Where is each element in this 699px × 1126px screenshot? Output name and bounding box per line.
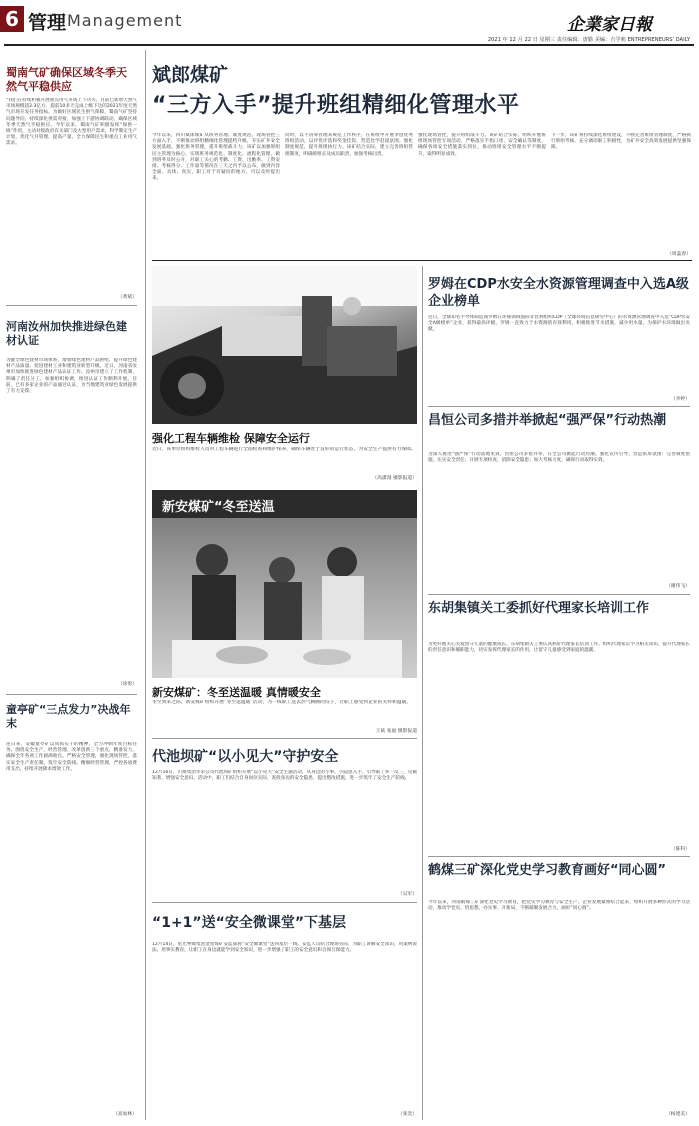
photo-caption-title: 新安煤矿：冬至送温暖 真情暖安全 — [152, 686, 321, 699]
article-body: “我们在持续积极开展重点用气市场上下功夫，目前已新增天然气市场规模超2.3亿方，提前10多天完成上级下达的2021年度天然气市场开发任务指标。为做好区域民生供气保障，蜀南气矿坚持问题导向，持续深化供需对接，加强上下游协调联动，确保区域冬季天然气平稳供应。今年以来，蜀南气矿积极发挥“保供一线”作用，主动对接政府有关部门及大型用户需求，科学制定生产计划，优化气井管理，提高产量，全力保障民生和重点工业用气需求。 — [6, 98, 137, 147]
article-headline: 鹤煤三矿深化党史学习教育画好“同心圆” — [428, 863, 667, 878]
article-byline: （谢伟飞） — [666, 584, 690, 589]
article-divider — [6, 694, 137, 695]
masthead-info: 2021 年 12 月 22 日 星期三 责任编辑：唐勤 美编：吉学莉 ENTREPRENEURS' DAILY — [487, 37, 690, 43]
article-headline: 罗姆在CDP水安全水资源管理调查中入选A级企业榜单 — [428, 277, 689, 309]
article-body: 为健全绿色建材市场体系，增加绿色建材产品供给，提升绿色建材产品质量，促进建材工业和建筑业转型升级。近日，河南省汝州市加快推进绿色建材产品认证工作。汝州市建立了工作机制，明确了责任分工，加强组织协调，推进认证工作顺利开展。目前，已有多家企业的产品通过认证，为当地建筑业绿色发展提供了有力支撑。 — [6, 358, 137, 395]
article-divider — [428, 594, 690, 595]
article-byline: （黄斌） — [117, 295, 137, 300]
article-headline: 河南汝州加快推进绿色建材认证 — [6, 320, 127, 347]
article-byline: （张奕） — [397, 1112, 417, 1117]
article-body: 今年以来，河南鹤煤三矿深化党史学习教育，把党史学习教育与安全生产、企业发展紧密结合起来，组织开展多种形式的学习活动，推动学党史、悟思想、办实事、开新局，不断凝聚发展合力，画好“同心圆”。 — [428, 900, 690, 912]
photo-caption-body: 冬至到来之际，新安煤矿组织开展“冬至送温暖”活动，为一线职工送去热气腾腾的饺子，让职工感受到企业的关怀和温暖。 — [152, 700, 412, 705]
lead-byline: （周蕊春） — [667, 252, 691, 257]
lead-headline: “三方入手”提升班组精细化管理水平 — [152, 93, 520, 118]
photo-caption-title: 强化工程车辆维检 保障安全运行 — [152, 432, 310, 445]
article-headline: 代池坝矿“以小见大”守护安全 — [152, 749, 339, 765]
photo-vehicle-maintenance — [152, 266, 417, 424]
lead-body-col1: 今年以来，四川斌郎煤矿从班务管理、制度规范、现场管控三方面入手，不断推动班组精细化管理提档升级，夯实矿井安全发展基础。强化班务管理，提升班组战斗力。该矿以加强班组民主管理为核心，实现班务规范化、制度化、流程化管理，做到班务及时公开，对职工关心的考勤、工资、出勤率、工资安排、考核得分、工作量等情况在三天之内予以公布，做到内容全面、具体、真实，职工对于有疑问的地方，可以及时提出来。 — [152, 133, 280, 182]
article-headline: 东胡集镇关工委抓好代理家长培训工作 — [428, 601, 650, 616]
article-byline: （陈科） — [670, 847, 690, 852]
article-byline: （徐勇） — [117, 682, 137, 687]
article-byline: （杨建美） — [666, 1112, 690, 1117]
photo-winter-solstice — [152, 490, 417, 678]
article-headline: 昌恒公司多措并举掀起“强严保”行动热潮 — [428, 413, 667, 428]
article-divider — [428, 856, 690, 857]
lead-kicker: 斌郎煤矿 — [152, 64, 229, 86]
article-byline: （高加林） — [113, 1112, 137, 1117]
lead-body-col4: 下一步，该矿将持续深化班组建设，不断完善班组管理制度，严格执行班组考核，充分调动职工积极性，为矿井安全高效发展提供坚强保障。 — [551, 133, 691, 151]
column-divider — [422, 266, 423, 1120]
photo-caption-body: 近日，该单位组织维检人员对工程车辆进行全面检查和维护保养，确保车辆处于良好的运行状态，为安全生产提供有力保障。 — [152, 447, 416, 452]
article-body: 12月14日，星光粤煤集团金星煤矿安监部将“安全微课堂”送到基层一线。安监人员结合现场实际，为职工讲解安全知识，用案例说法，用事实教育，让职工在身边就能学到安全知识，进一步增强了职工的安全意识和自保互保能力。 — [152, 942, 417, 954]
masthead-rule — [4, 44, 694, 46]
article-body: 为深入推进“强严保”行动落地见效，昌恒公司多措并举，在全公司掀起行动热潮。强化宣传引导，营造浓厚氛围；完善制度措施，压实安全责任；开展专项检查，消除安全隐患；加大考核力度，确保行动取得实效。 — [428, 452, 690, 464]
article-body: 12月16日，川煤集团华荣公司代池坝矿组织开展“以小见大”安全主题活动，从身边的小事、小隐患入手，引导职工举一反三，见微知著，增强安全意识。活动中，职工们结合自身岗位实际，查找身边的安全隐患，提出整改措施，进一步筑牢了安全生产防线。 — [152, 770, 417, 782]
article-body: 为更好地关心关爱留守儿童的健康成长，东胡集镇关工委认真抓好代理家长培训工作。组织代理家长学习相关知识，提升代理家长的责任意识和履职能力，切实发挥代理家长的作用，让留守儿童感受到家庭的温暖。 — [428, 642, 690, 654]
article-divider — [6, 305, 137, 306]
article-body: 连日来，安徽童亭矿以真抓实干的精神，全力冲刺年度目标任务。围绕安全生产、经营管理、改革创新三个重点，精准发力，确保全年各项工作圆满收官。严格安全管理，强化现场管控，落实安全生产责任制，筑牢安全防线。精细经营管理，严控各项费用支出，持续开展降本增效工作。 — [6, 742, 137, 772]
photo-credit: 王斌 张福 摄影报道 — [375, 729, 417, 734]
article-headline: 童亭矿“三点发力”决战年末 — [6, 703, 131, 730]
article-divider — [152, 902, 417, 903]
page-number-badge: 6 — [0, 6, 24, 32]
article-divider — [152, 738, 417, 739]
column-divider — [145, 50, 146, 1120]
section-title: 管理 — [28, 12, 67, 34]
article-body: 近日，全球知名半导体制造商罗姆在环保领域国际非营利组织CDP（全球环境信息研究中心）的水资源管理调查中入选“CDP水安全A级榜单”企业，获得最高评级。罗姆一直致力于水资源的有效利用，积极推进节水措施，减少用水量，为保护水环境做出贡献。 — [428, 315, 690, 333]
lead-rule — [152, 260, 692, 261]
photo-credit: （高潇漫 摄影报道） — [372, 476, 417, 481]
paper-logo: 企業家日報 — [567, 15, 652, 35]
article-divider — [428, 406, 690, 407]
lead-body-col3: 强化现场管控，提升班组战斗力。该矿结合实际，组织开展班组现场管控专项活动，严格落实手指口述、安全确认等制度，确保各项安全措施落实到位，推动班组安全管理水平不断提升，取得明显成效。 — [418, 133, 546, 157]
photo-banner-text: 新安煤矿“冬至送温 — [162, 500, 275, 515]
lead-body-col2: 同时，以不清零管理来规范工作秩序，在班组中开展争创优秀班组活动，以评优评选和奖金挂钩，营造比学赶超氛围。强化制度规范，提升班组执行力。该矿结合实际，建立完善班组管理制度，明确班组长及成员职责，加强考核问责。 — [285, 133, 413, 157]
article-headline: “1+1”送“安全微课堂”下基层 — [152, 915, 347, 931]
article-headline: 蜀南气矿确保区域冬季天然气平稳供应 — [6, 66, 127, 93]
section-title-en: Management — [67, 11, 183, 30]
article-byline: （吴军） — [397, 892, 417, 897]
article-byline: （李婷） — [670, 397, 690, 402]
